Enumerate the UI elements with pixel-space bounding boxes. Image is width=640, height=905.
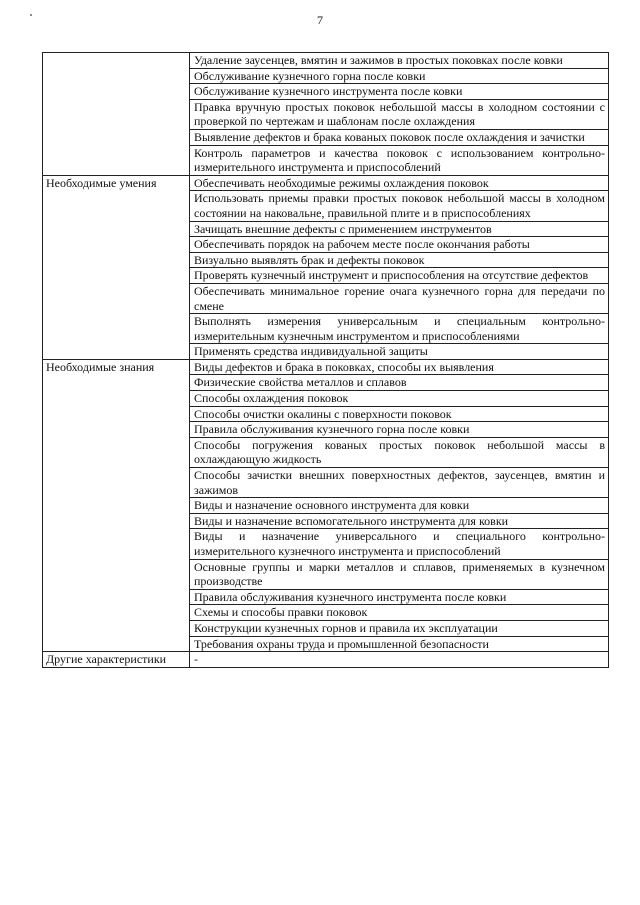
table-cell-item: Проверять кузнечный инструмент и приспособления на отсутствие дефектов bbox=[190, 268, 609, 284]
table-cell-item: Удаление заусенцев, вмятин и зажимов в простых поковках после ковки bbox=[190, 53, 609, 69]
table-cell-item: Обслуживание кузнечного горна после ковки bbox=[190, 68, 609, 84]
table-cell-item: Обеспечивать необходимые режимы охлаждения поковок bbox=[190, 175, 609, 191]
table-row bbox=[43, 175, 609, 191]
table-cell-item: Конструкции кузнечных горнов и правила их эксплуатации bbox=[190, 620, 609, 636]
table-cell-item: Выполнять измерения универсальным и специальным контрольно-измерительным кузнечным инструментом и приспособлениями bbox=[190, 314, 609, 344]
table-cell-item: Способы погружения кованых простых поковок небольшой массы в охлаждающую жидкость bbox=[190, 437, 609, 467]
table-cell-item: Обслуживание кузнечного инструмента после ковки bbox=[190, 84, 609, 100]
table-cell-item: Использовать приемы правки простых поковок небольшой массы в холодном состоянии на наковальне, правильной плите и в приспособлениях bbox=[190, 191, 609, 221]
section-label: Необходимые знания bbox=[43, 359, 190, 651]
table-cell-item: Выявление дефектов и брака кованых поковок после охлаждения и зачистки bbox=[190, 129, 609, 145]
table-cell-item: Правила обслуживания кузнечного горна после ковки bbox=[190, 422, 609, 438]
table-row bbox=[43, 53, 609, 69]
table-cell-item: Правила обслуживания кузнечного инструмента после ковки bbox=[190, 589, 609, 605]
scan-speck bbox=[30, 14, 32, 16]
table-cell-item: Виды дефектов и брака в поковках, способы их выявления bbox=[190, 359, 609, 375]
table-cell-item: Обеспечивать порядок на рабочем месте после окончания работы bbox=[190, 237, 609, 253]
table-cell-item: Применять средства индивидуальной защиты bbox=[190, 344, 609, 360]
table-cell-item: Способы охлаждения поковок bbox=[190, 391, 609, 407]
table-row bbox=[43, 652, 609, 668]
table-cell-item: Виды и назначение универсального и специального контрольно-измерительного кузнечного инструмента и приспособлений bbox=[190, 529, 609, 559]
table-row bbox=[43, 359, 609, 375]
section-label: Необходимые умения bbox=[43, 175, 190, 359]
section-label: Другие характеристики bbox=[43, 652, 190, 668]
table-cell-item: Основные группы и марки металлов и сплавов, применяемых в кузнечном производстве bbox=[190, 559, 609, 589]
table-cell-item: Зачищать внешние дефекты с применением инструментов bbox=[190, 221, 609, 237]
page-number: 7 bbox=[317, 13, 323, 27]
section-label bbox=[43, 53, 190, 176]
table-cell-item: Контроль параметров и качества поковок с использованием контрольно-измерительного инструмента и приспособлений bbox=[190, 145, 609, 175]
table-cell-item: Способы очистки окалины с поверхности поковок bbox=[190, 406, 609, 422]
table-cell-item: Правка вручную простых поковок небольшой массы в холодном состоянии с проверкой по чертежам и шаблонам после охлаждения bbox=[190, 99, 609, 129]
table-cell-item: Обеспечивать минимальное горение очага кузнечного горна для передачи по смене bbox=[190, 283, 609, 313]
requirements-table-body bbox=[43, 53, 609, 668]
requirements-table bbox=[42, 52, 609, 668]
table-cell-item: Виды и назначение основного инструмента для ковки bbox=[190, 498, 609, 514]
table-cell-item: Способы зачистки внешних поверхностных дефектов, заусенцев, вмятин и зажимов bbox=[190, 468, 609, 498]
table-cell-item: Физические свойства металлов и сплавов bbox=[190, 375, 609, 391]
table-cell-item: Визуально выявлять брак и дефекты поковок bbox=[190, 252, 609, 268]
table-cell-item: Схемы и способы правки поковок bbox=[190, 605, 609, 621]
table-cell-item: Виды и назначение вспомогательного инструмента для ковки bbox=[190, 513, 609, 529]
table-cell-item: - bbox=[190, 652, 609, 668]
table-cell-item: Требования охраны труда и промышленной безопасности bbox=[190, 636, 609, 652]
